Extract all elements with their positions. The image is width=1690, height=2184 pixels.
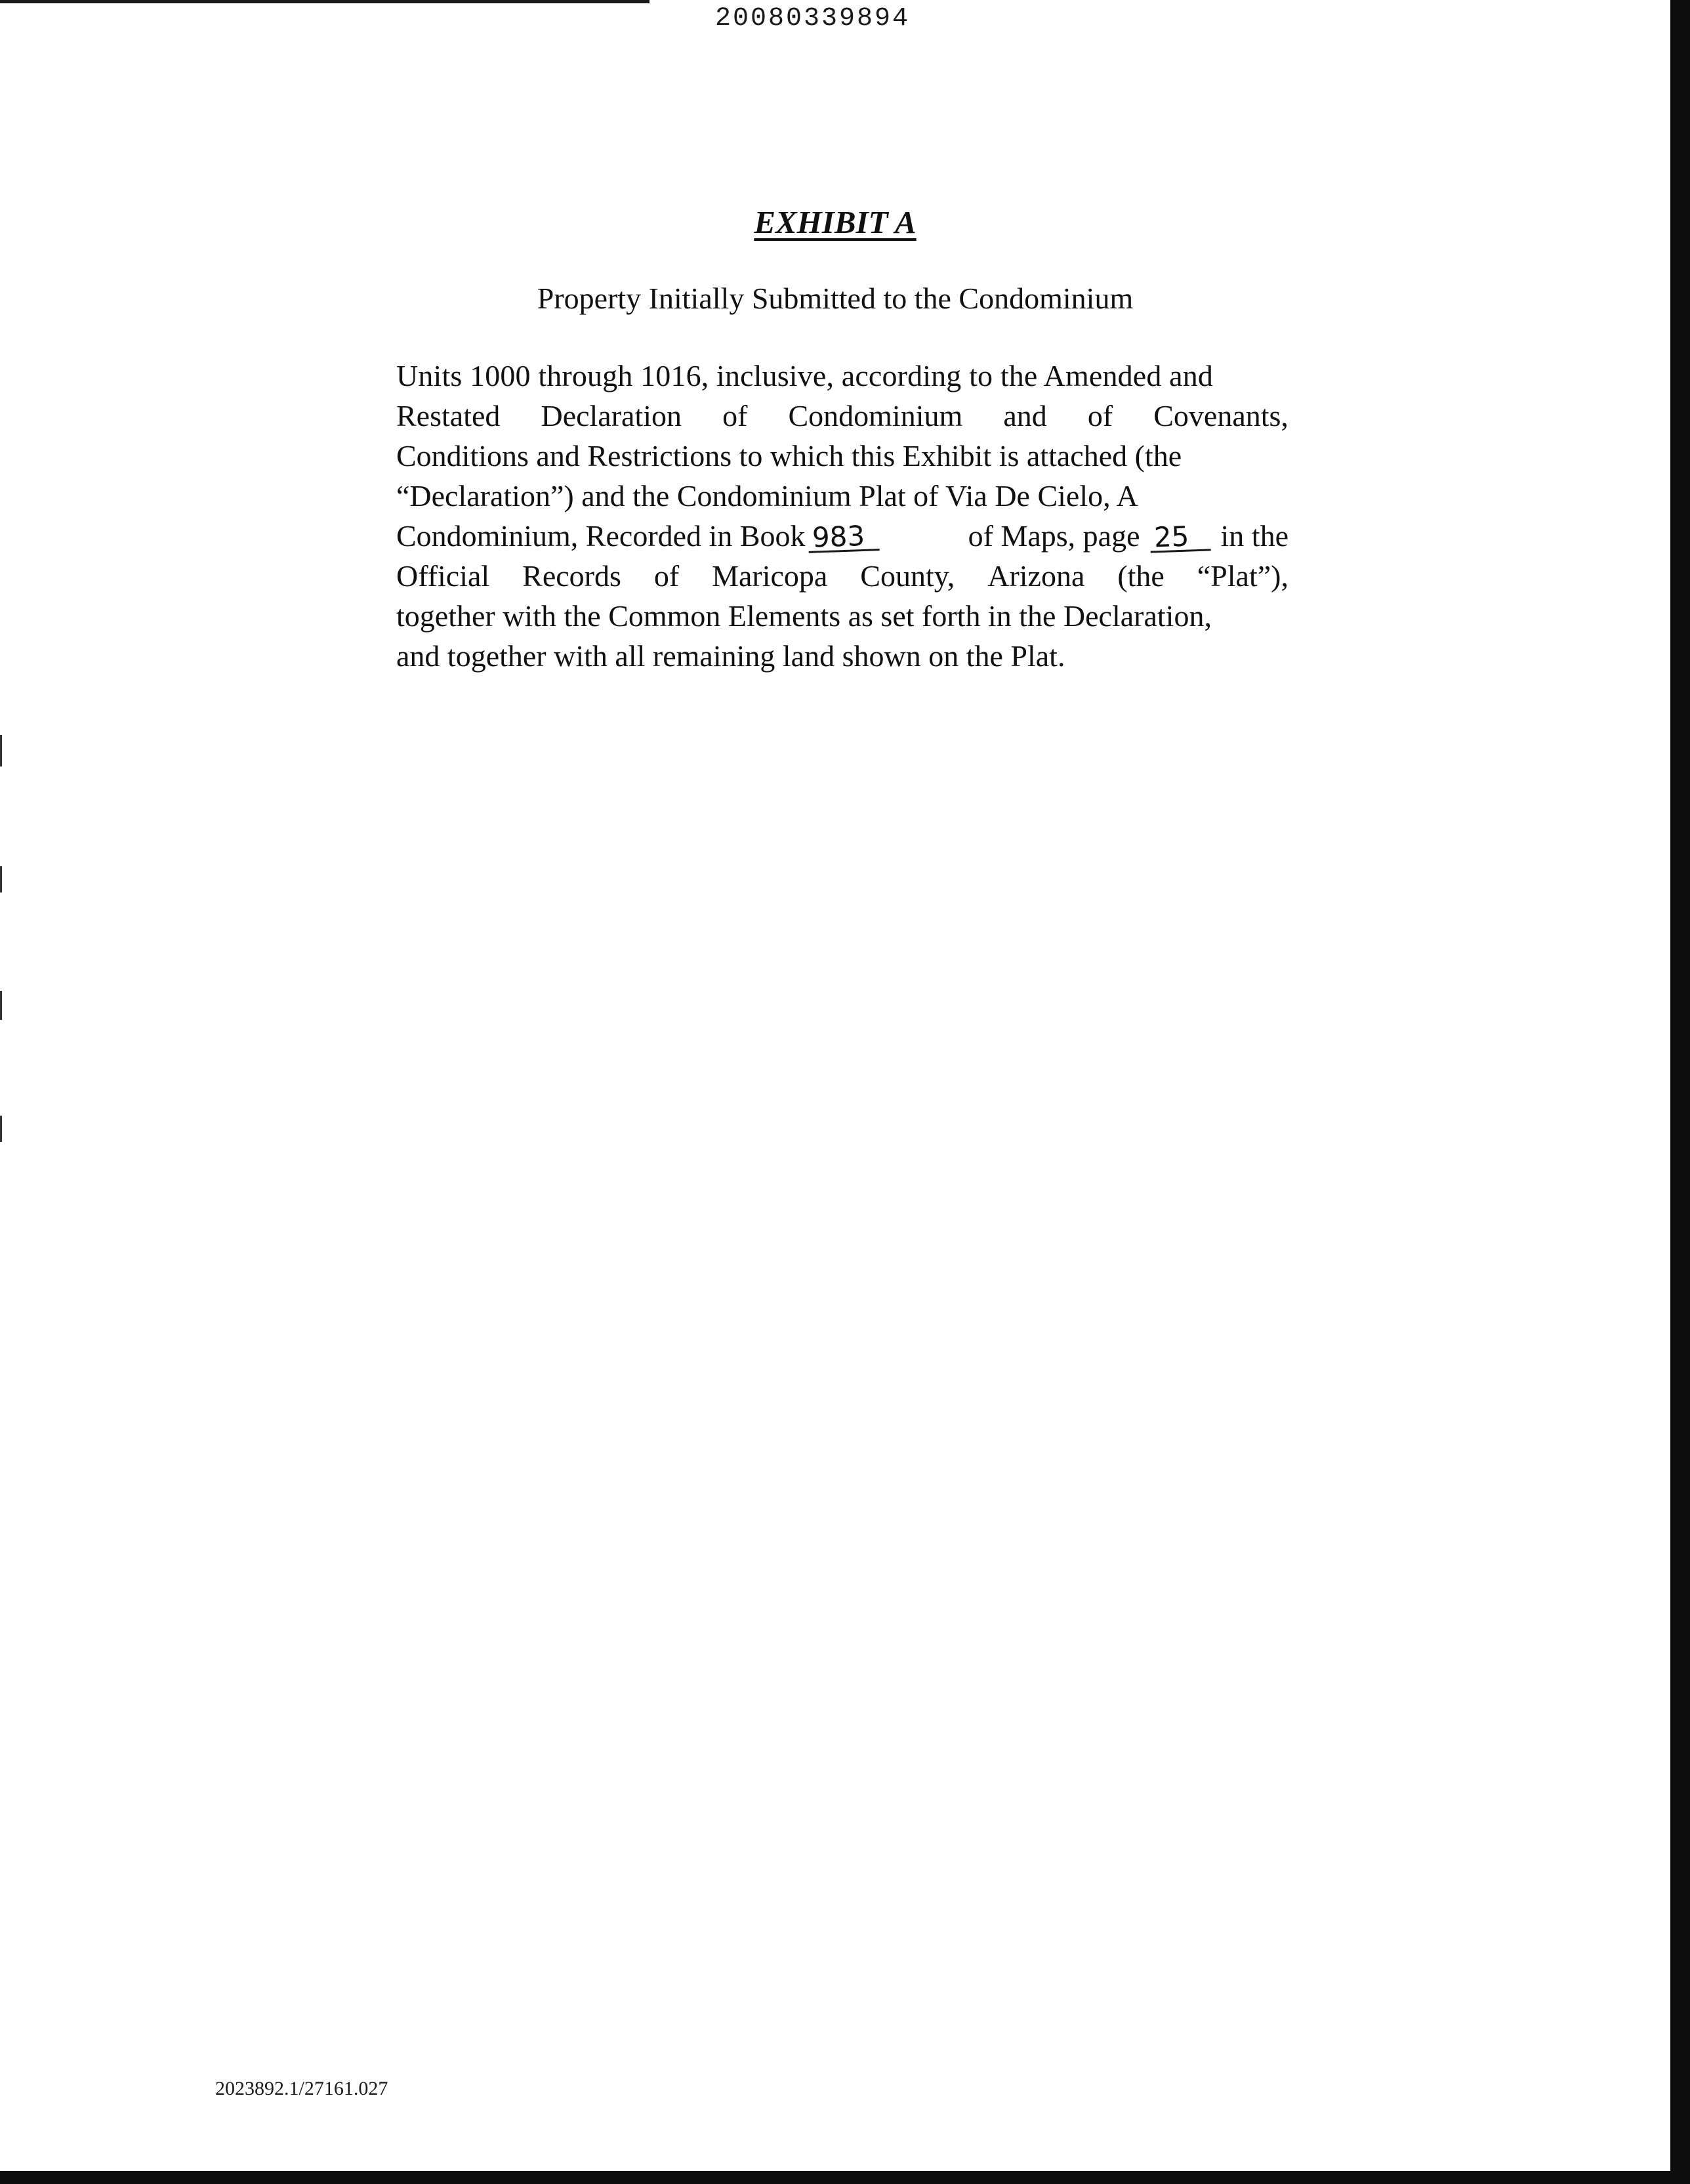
word: and (1003, 399, 1047, 432)
legal-description-line: together with the Common Elements as set forth in the Declaration, (396, 599, 1212, 633)
left-edge-mark (0, 1116, 2, 1142)
document-reference-code: 2023892.1/27161.027 (215, 2078, 388, 2099)
legal-description-line (396, 516, 1288, 556)
bottom-scan-border (0, 2171, 1690, 2184)
word: of (653, 559, 680, 593)
line-text: in the (1220, 519, 1288, 553)
legal-description-line (396, 556, 1288, 596)
word: County, (860, 559, 955, 593)
legal-description-line (396, 356, 1288, 396)
line-text: Condominium, Recorded in Book (396, 519, 806, 553)
legal-description (396, 356, 1288, 676)
line-segment (968, 516, 1288, 556)
word: Covenants, (1153, 399, 1288, 432)
word: of (1087, 399, 1113, 432)
recording-number: 20080339894 (715, 4, 911, 33)
legal-description-line: and together with all remaining land shown on the Plat. (396, 639, 1065, 673)
word: of (722, 399, 748, 432)
legal-description-line: “Declaration”) and the Condominium Plat of Via De Cielo, A (396, 479, 1138, 513)
word: Condominium (788, 399, 963, 432)
exhibit-title: EXHIBIT A (754, 204, 917, 240)
word: Restated (396, 399, 501, 432)
line-text: Units 1000 through 1016, inclusive, according to the Amended and (396, 359, 1213, 392)
legal-description-line: Conditions and Restrictions to which this Exhibit is attached (the (396, 439, 1182, 472)
word: Official (396, 559, 490, 593)
word: Arizona (987, 559, 1085, 593)
handwritten-page-number: 25 (1149, 522, 1210, 553)
word: Maricopa (712, 559, 828, 593)
legal-description-line (396, 396, 1288, 436)
line-text: of Maps, page (968, 519, 1140, 553)
left-edge-mark (0, 866, 2, 892)
top-scan-rule (0, 0, 649, 3)
handwritten-book-number: 983 (808, 522, 879, 553)
word: “Plat”), (1197, 559, 1288, 593)
line-segment (396, 516, 882, 556)
word: Declaration (541, 399, 682, 432)
left-edge-mark (0, 735, 2, 766)
left-edge-mark (0, 991, 2, 1020)
exhibit-subtitle: Property Initially Submitted to the Condominium (537, 282, 1134, 315)
word: Records (522, 559, 621, 593)
word: (the (1117, 559, 1164, 593)
right-scan-border (1670, 0, 1690, 2184)
